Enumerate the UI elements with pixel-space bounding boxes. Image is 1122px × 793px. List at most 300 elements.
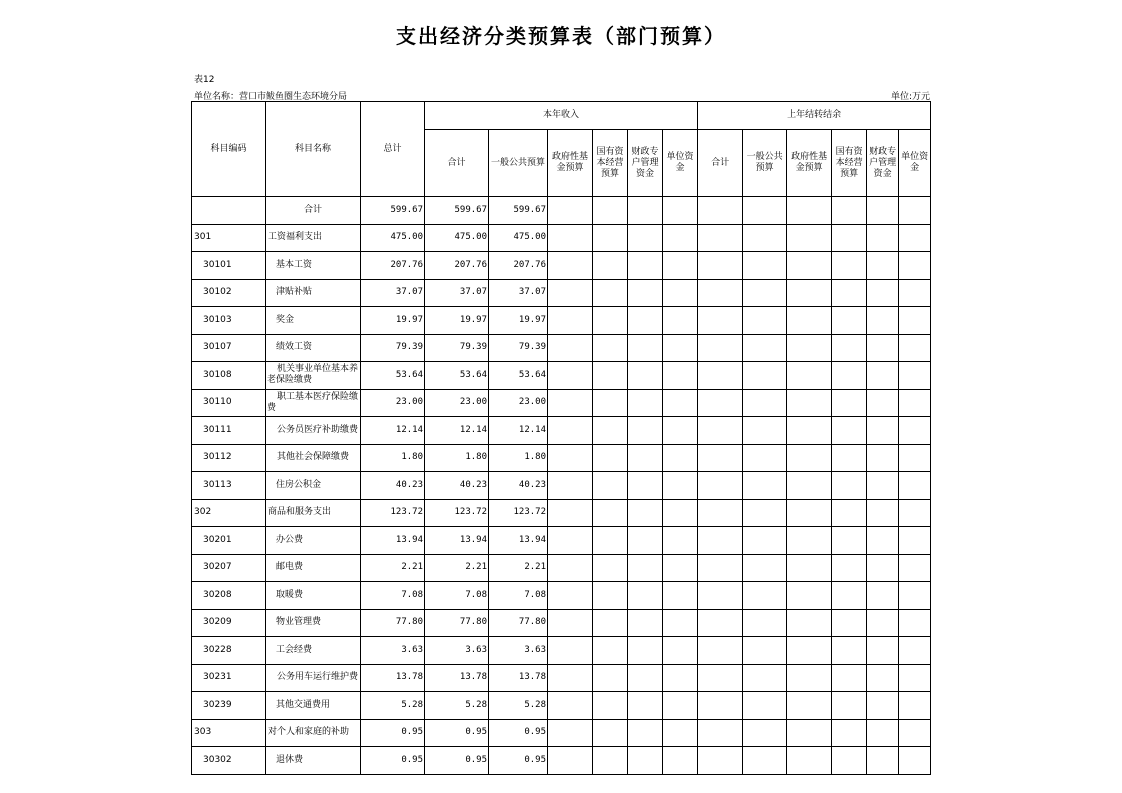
cell-empty — [787, 719, 832, 747]
cell-empty — [787, 499, 832, 527]
cell-total: 12.14 — [361, 417, 425, 445]
cell-empty — [663, 444, 698, 472]
cell-empty — [663, 389, 698, 417]
header-cy-total: 合计 — [425, 130, 489, 197]
cell-empty — [743, 664, 787, 692]
cell-cy-total: 13.94 — [425, 527, 489, 555]
cell-total: 53.64 — [361, 362, 425, 390]
header-cy-special-account: 财政专户管理资金 — [628, 130, 663, 197]
cell-empty — [593, 252, 628, 280]
cell-empty — [787, 362, 832, 390]
table-row — [192, 444, 931, 472]
cell-empty — [593, 444, 628, 472]
table-row — [192, 362, 931, 390]
cell-empty — [832, 719, 867, 747]
cell-code: 30207 — [192, 554, 266, 582]
header-current-year: 本年收入 — [425, 102, 698, 130]
cell-empty — [832, 664, 867, 692]
cell-empty — [593, 279, 628, 307]
cell-empty — [628, 444, 663, 472]
cell-code: 30209 — [192, 609, 266, 637]
cell-empty — [698, 197, 743, 225]
cell-empty — [628, 499, 663, 527]
cell-total: 13.94 — [361, 527, 425, 555]
cell-empty — [548, 279, 593, 307]
cell-empty — [548, 747, 593, 775]
cell-empty — [663, 637, 698, 665]
cell-empty — [787, 334, 832, 362]
cell-empty — [593, 224, 628, 252]
header-name: 科目名称 — [266, 102, 361, 197]
cell-name: 工资福利支出 — [266, 224, 361, 252]
cell-empty — [663, 747, 698, 775]
cell-empty — [787, 637, 832, 665]
cell-code: 30102 — [192, 279, 266, 307]
cell-empty — [698, 609, 743, 637]
budget-table — [191, 101, 931, 775]
cell-empty — [593, 472, 628, 500]
header-cy-state-capital: 国有资本经营预算 — [593, 130, 628, 197]
cell-cy-general: 0.95 — [489, 747, 548, 775]
cell-code: 30302 — [192, 747, 266, 775]
cell-empty — [663, 307, 698, 335]
table-row — [192, 389, 931, 417]
cell-cy-total: 207.76 — [425, 252, 489, 280]
cell-empty — [832, 417, 867, 445]
cell-empty — [698, 554, 743, 582]
cell-code: 302 — [192, 499, 266, 527]
cell-empty — [743, 472, 787, 500]
cell-total: 19.97 — [361, 307, 425, 335]
cell-code: 301 — [192, 224, 266, 252]
cell-empty — [698, 499, 743, 527]
cell-empty — [832, 389, 867, 417]
cell-empty — [663, 692, 698, 720]
cell-empty — [593, 197, 628, 225]
cell-empty — [787, 554, 832, 582]
cell-cy-total: 23.00 — [425, 389, 489, 417]
cell-cy-general: 5.28 — [489, 692, 548, 720]
cell-cy-general: 0.95 — [489, 719, 548, 747]
cell-code: 303 — [192, 719, 266, 747]
cell-empty — [698, 692, 743, 720]
cell-empty — [663, 719, 698, 747]
cell-cy-total: 1.80 — [425, 444, 489, 472]
cell-empty — [787, 197, 832, 225]
cell-empty — [899, 637, 931, 665]
cell-empty — [593, 747, 628, 775]
cell-cy-general: 12.14 — [489, 417, 548, 445]
cell-empty — [548, 224, 593, 252]
cell-empty — [832, 362, 867, 390]
cell-empty — [548, 582, 593, 610]
cell-name: 基本工资 — [266, 252, 361, 280]
cell-empty — [743, 554, 787, 582]
cell-empty — [743, 389, 787, 417]
cell-empty — [548, 362, 593, 390]
table-row — [192, 582, 931, 610]
table-row — [192, 279, 931, 307]
cell-empty — [787, 279, 832, 307]
cell-cy-general: 40.23 — [489, 472, 548, 500]
cell-empty — [663, 664, 698, 692]
cell-empty — [867, 609, 899, 637]
table-row — [192, 417, 931, 445]
cell-empty — [698, 664, 743, 692]
header-co-special-account: 财政专户管理资金 — [867, 130, 899, 197]
cell-empty — [832, 307, 867, 335]
cell-empty — [548, 637, 593, 665]
cell-cy-total: 3.63 — [425, 637, 489, 665]
cell-cy-general: 475.00 — [489, 224, 548, 252]
cell-cy-total: 0.95 — [425, 719, 489, 747]
cell-cy-total: 13.78 — [425, 664, 489, 692]
cell-empty — [628, 252, 663, 280]
cell-empty — [698, 472, 743, 500]
cell-cy-general: 53.64 — [489, 362, 548, 390]
cell-name: 职工基本医疗保险缴费 — [266, 389, 361, 417]
cell-cy-total: 7.08 — [425, 582, 489, 610]
cell-name: 机关事业单位基本养老保险缴费 — [266, 362, 361, 390]
cell-empty — [899, 609, 931, 637]
cell-empty — [663, 554, 698, 582]
cell-empty — [548, 527, 593, 555]
unit-name: 单位名称：营口市鲅鱼圈生态环境分局 — [194, 92, 348, 102]
table-row — [192, 527, 931, 555]
cell-empty — [899, 664, 931, 692]
cell-cy-general: 13.78 — [489, 664, 548, 692]
cell-empty — [899, 307, 931, 335]
cell-empty — [899, 554, 931, 582]
table-row — [192, 307, 931, 335]
cell-empty — [628, 197, 663, 225]
cell-empty — [548, 609, 593, 637]
cell-empty — [743, 719, 787, 747]
cell-empty — [663, 279, 698, 307]
cell-empty — [899, 472, 931, 500]
cell-cy-total: 40.23 — [425, 472, 489, 500]
cell-empty — [628, 582, 663, 610]
cell-empty — [787, 472, 832, 500]
cell-empty — [867, 692, 899, 720]
cell-empty — [743, 252, 787, 280]
cell-empty — [593, 499, 628, 527]
cell-empty — [628, 719, 663, 747]
cell-empty — [698, 224, 743, 252]
cell-empty — [867, 637, 899, 665]
cell-empty — [787, 417, 832, 445]
cell-empty — [867, 664, 899, 692]
cell-total: 2.21 — [361, 554, 425, 582]
cell-cy-total: 53.64 — [425, 362, 489, 390]
cell-empty — [787, 389, 832, 417]
header-cy-fund: 政府性基金预算 — [548, 130, 593, 197]
cell-cy-total: 37.07 — [425, 279, 489, 307]
table-row — [192, 637, 931, 665]
table-row — [192, 472, 931, 500]
cell-empty — [698, 279, 743, 307]
cell-total: 7.08 — [361, 582, 425, 610]
cell-name: 商品和服务支出 — [266, 499, 361, 527]
cell-cy-total: 5.28 — [425, 692, 489, 720]
cell-empty — [867, 472, 899, 500]
cell-cy-general: 13.94 — [489, 527, 548, 555]
cell-empty — [867, 417, 899, 445]
cell-total: 475.00 — [361, 224, 425, 252]
cell-code: 30107 — [192, 334, 266, 362]
cell-empty — [867, 582, 899, 610]
cell-cy-general: 599.67 — [489, 197, 548, 225]
cell-name: 对个人和家庭的补助 — [266, 719, 361, 747]
cell-empty — [787, 582, 832, 610]
table-row — [192, 252, 931, 280]
cell-total: 79.39 — [361, 334, 425, 362]
cell-empty — [593, 637, 628, 665]
cell-empty — [628, 362, 663, 390]
cell-empty — [593, 554, 628, 582]
cell-total: 599.67 — [361, 197, 425, 225]
cell-empty — [867, 444, 899, 472]
table-row — [192, 609, 931, 637]
cell-empty — [743, 692, 787, 720]
cell-empty — [867, 747, 899, 775]
cell-empty — [899, 389, 931, 417]
cell-empty — [832, 252, 867, 280]
cell-empty — [832, 499, 867, 527]
cell-cy-general: 207.76 — [489, 252, 548, 280]
cell-empty — [628, 692, 663, 720]
cell-name: 公务用车运行维护费 — [266, 664, 361, 692]
cell-empty — [743, 747, 787, 775]
cell-empty — [698, 444, 743, 472]
cell-empty — [628, 554, 663, 582]
cell-empty — [548, 197, 593, 225]
cell-code — [192, 197, 266, 225]
cell-empty — [698, 582, 743, 610]
cell-empty — [899, 417, 931, 445]
cell-name: 住房公积金 — [266, 472, 361, 500]
cell-cy-general: 19.97 — [489, 307, 548, 335]
cell-empty — [832, 747, 867, 775]
cell-empty — [787, 527, 832, 555]
cell-name: 绩效工资 — [266, 334, 361, 362]
cell-empty — [663, 527, 698, 555]
header-cy-general: 一般公共预算 — [489, 130, 548, 197]
cell-empty — [548, 719, 593, 747]
cell-empty — [663, 224, 698, 252]
cell-code: 30231 — [192, 664, 266, 692]
cell-code: 30111 — [192, 417, 266, 445]
cell-empty — [628, 637, 663, 665]
cell-empty — [593, 582, 628, 610]
cell-empty — [743, 444, 787, 472]
cell-empty — [548, 307, 593, 335]
cell-cy-general: 1.80 — [489, 444, 548, 472]
cell-cy-total: 475.00 — [425, 224, 489, 252]
cell-empty — [628, 389, 663, 417]
cell-empty — [548, 252, 593, 280]
cell-empty — [663, 582, 698, 610]
cell-empty — [867, 334, 899, 362]
cell-total: 5.28 — [361, 692, 425, 720]
cell-empty — [787, 692, 832, 720]
cell-total: 3.63 — [361, 637, 425, 665]
header-cy-unit-funds: 单位资金 — [663, 130, 698, 197]
cell-empty — [832, 692, 867, 720]
cell-empty — [593, 362, 628, 390]
cell-empty — [867, 719, 899, 747]
cell-empty — [787, 609, 832, 637]
table-row — [192, 692, 931, 720]
cell-empty — [899, 444, 931, 472]
cell-empty — [743, 279, 787, 307]
cell-empty — [698, 527, 743, 555]
cell-empty — [832, 444, 867, 472]
cell-empty — [899, 747, 931, 775]
cell-name: 邮电费 — [266, 554, 361, 582]
cell-empty — [899, 197, 931, 225]
page-title: 支出经济分类预算表（部门预算） — [396, 24, 726, 48]
cell-name: 合计 — [266, 197, 361, 225]
cell-empty — [548, 664, 593, 692]
cell-empty — [663, 499, 698, 527]
cell-empty — [867, 362, 899, 390]
cell-empty — [628, 472, 663, 500]
header-carryover: 上年结转结余 — [698, 102, 931, 130]
cell-cy-total: 2.21 — [425, 554, 489, 582]
cell-name: 办公费 — [266, 527, 361, 555]
cell-empty — [698, 334, 743, 362]
cell-code: 30103 — [192, 307, 266, 335]
table-row — [192, 719, 931, 747]
cell-empty — [628, 279, 663, 307]
cell-total: 23.00 — [361, 389, 425, 417]
cell-code: 30113 — [192, 472, 266, 500]
unit-label: 单位:万元 — [890, 92, 930, 102]
cell-empty — [593, 527, 628, 555]
cell-empty — [663, 417, 698, 445]
cell-empty — [787, 224, 832, 252]
table-row — [192, 224, 931, 252]
cell-cy-general: 37.07 — [489, 279, 548, 307]
cell-empty — [867, 389, 899, 417]
cell-cy-total: 599.67 — [425, 197, 489, 225]
cell-empty — [628, 664, 663, 692]
cell-empty — [548, 499, 593, 527]
cell-empty — [628, 334, 663, 362]
cell-empty — [593, 719, 628, 747]
header-total: 总计 — [361, 102, 425, 197]
cell-empty — [698, 637, 743, 665]
header-co-unit-funds: 单位资金 — [899, 130, 931, 197]
cell-cy-total: 0.95 — [425, 747, 489, 775]
cell-total: 13.78 — [361, 664, 425, 692]
header-co-general: 一般公共预算 — [743, 130, 787, 197]
cell-empty — [832, 582, 867, 610]
cell-empty — [593, 389, 628, 417]
cell-empty — [698, 389, 743, 417]
cell-empty — [832, 334, 867, 362]
cell-cy-total: 19.97 — [425, 307, 489, 335]
table-row — [192, 554, 931, 582]
cell-cy-general: 79.39 — [489, 334, 548, 362]
cell-total: 40.23 — [361, 472, 425, 500]
cell-code: 30201 — [192, 527, 266, 555]
cell-empty — [832, 609, 867, 637]
header-co-fund: 政府性基金预算 — [787, 130, 832, 197]
cell-empty — [832, 527, 867, 555]
cell-cy-general: 3.63 — [489, 637, 548, 665]
cell-name: 其他交通费用 — [266, 692, 361, 720]
cell-empty — [593, 417, 628, 445]
table-row — [192, 334, 931, 362]
cell-empty — [548, 472, 593, 500]
cell-empty — [899, 252, 931, 280]
cell-name: 工会经费 — [266, 637, 361, 665]
cell-empty — [787, 747, 832, 775]
cell-empty — [548, 334, 593, 362]
cell-cy-general: 2.21 — [489, 554, 548, 582]
table-row — [192, 747, 931, 775]
cell-empty — [593, 609, 628, 637]
cell-empty — [548, 444, 593, 472]
cell-empty — [698, 417, 743, 445]
cell-empty — [743, 499, 787, 527]
cell-empty — [743, 609, 787, 637]
cell-empty — [628, 609, 663, 637]
cell-empty — [832, 197, 867, 225]
cell-empty — [743, 362, 787, 390]
cell-total: 37.07 — [361, 279, 425, 307]
cell-empty — [832, 224, 867, 252]
cell-code: 30239 — [192, 692, 266, 720]
cell-code: 30112 — [192, 444, 266, 472]
cell-empty — [787, 664, 832, 692]
cell-total: 0.95 — [361, 747, 425, 775]
cell-name: 退休费 — [266, 747, 361, 775]
cell-cy-general: 7.08 — [489, 582, 548, 610]
cell-cy-total: 77.80 — [425, 609, 489, 637]
cell-cy-total: 123.72 — [425, 499, 489, 527]
cell-empty — [867, 224, 899, 252]
cell-empty — [899, 582, 931, 610]
cell-empty — [867, 499, 899, 527]
cell-total: 77.80 — [361, 609, 425, 637]
cell-empty — [593, 307, 628, 335]
cell-empty — [832, 637, 867, 665]
cell-empty — [787, 252, 832, 280]
cell-empty — [743, 582, 787, 610]
cell-name: 物业管理费 — [266, 609, 361, 637]
cell-name: 取暖费 — [266, 582, 361, 610]
cell-cy-general: 77.80 — [489, 609, 548, 637]
cell-code: 30108 — [192, 362, 266, 390]
cell-empty — [628, 224, 663, 252]
cell-name: 公务员医疗补助缴费 — [266, 417, 361, 445]
cell-empty — [867, 307, 899, 335]
cell-empty — [867, 554, 899, 582]
cell-empty — [628, 747, 663, 775]
cell-empty — [899, 499, 931, 527]
cell-total: 123.72 — [361, 499, 425, 527]
cell-name: 奖金 — [266, 307, 361, 335]
cell-empty — [628, 527, 663, 555]
cell-empty — [867, 252, 899, 280]
cell-empty — [548, 554, 593, 582]
cell-empty — [832, 554, 867, 582]
cell-empty — [548, 389, 593, 417]
cell-empty — [743, 637, 787, 665]
